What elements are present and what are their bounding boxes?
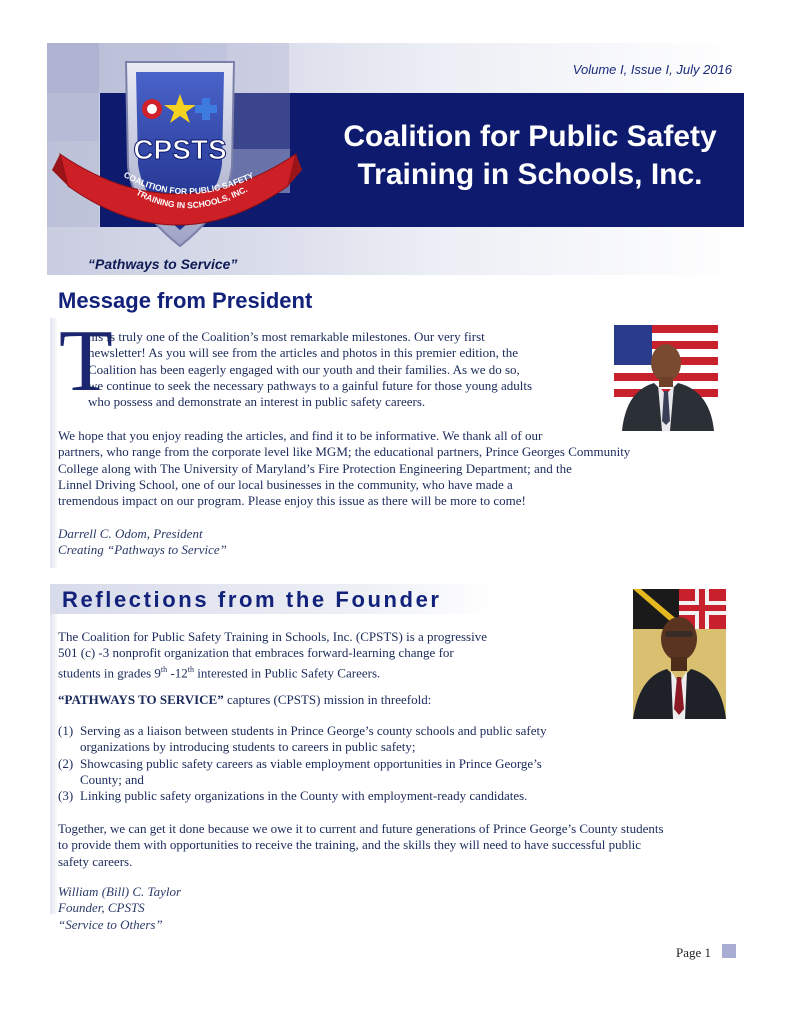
fire-emblem-center: [147, 104, 157, 114]
message-intro: [88, 329, 608, 410]
president-signature: [58, 526, 227, 559]
signature-name: Darrell C. Odom, President: [58, 526, 203, 541]
list-item: [58, 756, 638, 789]
text-line: Linnel Driving School, one of our local businesses in the community, who have made a: [58, 476, 513, 492]
drop-cap: T: [59, 313, 113, 410]
section-side-bar: [50, 318, 57, 568]
text-line: The Coalition for Public Safety Training in Schools, Inc. (CPSTS) is a progressive: [58, 629, 487, 644]
mission-list-container: [58, 723, 638, 804]
text-line: Coalition has been eagerly engaged with our youth and their families. As we do so,: [88, 361, 520, 377]
text-line: newsletter! As you will see from the articles and photos in this premier edition, the: [88, 345, 518, 361]
text-line: We hope that you enjoy reading the articles, and find it to be informative. We thank all of our: [58, 428, 543, 443]
list-number: (2): [58, 755, 74, 771]
mission-list: [58, 723, 638, 804]
issue-label: Volume I, Issue I, July 2016: [572, 62, 732, 77]
text-part: interested in Public Safety Careers.: [193, 664, 381, 680]
superscript: th: [160, 664, 168, 674]
ribbon-text-1: COALITION FOR PUBLIC SAFETY: [122, 169, 256, 197]
text-line: who possess and demonstrate an interest in public safety careers.: [88, 394, 426, 410]
text-line: safety careers.: [58, 853, 133, 869]
page-number: Page 1: [676, 945, 712, 960]
text-line: tremendous impact on our program. Please enjoy this issue as there will be more to come!: [58, 493, 526, 509]
signature-name: William (Bill) C. Taylor: [58, 884, 182, 899]
ribbon-text-2: TRAINING IN SCHOOLS, INC.: [134, 183, 250, 211]
text-part: students in grades 9: [58, 664, 161, 680]
text-line: 501 (c) -3 nonprofit organization that embraces forward-learning change for: [58, 645, 454, 661]
text-line: Linking public safety organizations in the County with employment-ready candidates.: [80, 788, 528, 804]
text-line: Together, we can get it done because we owe it to current and future generations of Prince George’s County students: [58, 821, 664, 836]
founder-signature: [58, 884, 181, 933]
reflections-intro: [58, 629, 618, 681]
text-line: Showcasing public safety careers as viable employment opportunities in Prince George’s: [80, 755, 542, 771]
text-line: County; and: [80, 771, 144, 787]
text-line: we continue to seek the necessary pathways to a gainful future for those young adults: [88, 377, 533, 393]
text-line: College along with The University of Maryland’s Fire Protection Engineering Department; and the: [58, 460, 572, 476]
mission-rest: captures (CPSTS) mission in threefold:: [223, 692, 432, 707]
text-line: Serving as a liaison between students in Prince George’s county schools and public safety: [80, 723, 547, 738]
text-line: organizations by introducing students to careers in public safety;: [80, 739, 416, 755]
list-item: [58, 723, 638, 756]
section-heading-message: Message from President: [58, 288, 313, 313]
title-line-1: Coalition for Public Safety: [343, 120, 717, 153]
list-item: [58, 788, 638, 804]
section-side-bar: [50, 614, 57, 914]
president-photo: [614, 325, 718, 431]
list-number: (1): [58, 723, 74, 738]
section-heading-reflections: Reflections from the Founder: [62, 587, 442, 612]
signature-motto: Creating “Pathways to Service”: [58, 542, 227, 558]
page-marker: [722, 944, 736, 958]
text-line: [58, 662, 618, 682]
title-line-2: Training in Schools, Inc.: [357, 158, 703, 191]
text-line: to provide them with opportunities to receive the training, and the skills they will need to have successful public: [58, 837, 642, 853]
text-line: partners, who range from the corporate level like MGM; the educational partners, Prince Georges Community: [58, 444, 631, 460]
message-body: [58, 428, 698, 509]
superscript: th: [187, 664, 194, 674]
tagline: “Pathways to Service”: [88, 256, 238, 272]
mission-line: [58, 692, 618, 708]
signature-title: Founder, CPSTS: [58, 900, 145, 916]
text-part: -12: [167, 664, 188, 680]
text-line: his is truly one of the Coalition’s most remarkable milestones. Our very first: [88, 329, 485, 344]
list-number: (3): [58, 788, 74, 804]
founder-photo: [633, 589, 726, 719]
newsletter-title: [310, 118, 750, 194]
mission-bold: “PATHWAYS TO SERVICE”: [58, 692, 224, 707]
signature-motto: “Service to Others”: [58, 916, 163, 932]
logo-acronym: CPSTS: [133, 134, 227, 165]
reflections-closing: [58, 821, 738, 870]
cpsts-logo: [52, 58, 302, 250]
